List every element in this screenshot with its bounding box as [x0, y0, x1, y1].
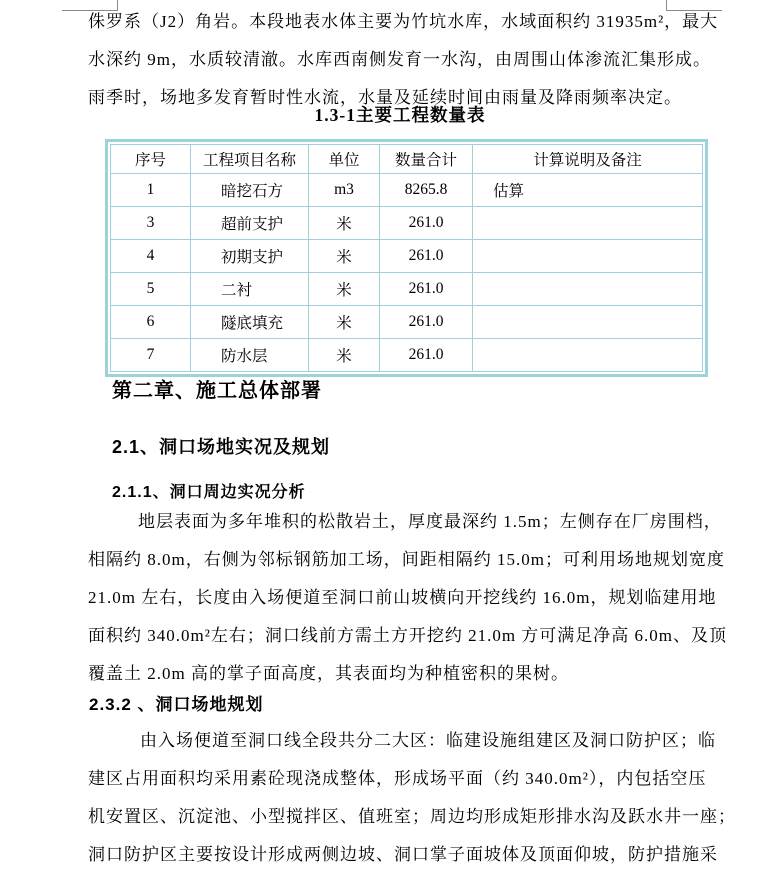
table-header-cell: 数量合计 [380, 145, 473, 174]
table-cell: 超前支护 [191, 207, 309, 240]
text-line: 由入场便道至洞口线全段共分二大区：临建设施组建区及洞口防护区；临 [140, 731, 716, 750]
text-line: 地层表面为多年堆积的松散岩土，厚度最深约 1.5m；左侧存在厂房围档， [138, 512, 722, 531]
table-cell: 261.0 [380, 207, 473, 240]
table-cell [473, 207, 703, 240]
table-cell: 261.0 [380, 273, 473, 306]
table-row [111, 306, 703, 339]
table-cell [473, 339, 703, 372]
text-line: 水深约 9m，水质较清澈。水库西南侧发育一水沟，由周围山体渗流汇集形成。 [88, 50, 711, 69]
table-cell: 261.0 [380, 339, 473, 372]
table-cell [473, 306, 703, 339]
text-line: 覆盖土 2.0m 高的掌子面高度，其表面均为种植密积的果树。 [88, 664, 569, 683]
table-cell: 5 [111, 273, 191, 306]
table-cell: 261.0 [380, 306, 473, 339]
table-cell: 米 [309, 207, 380, 240]
text-line: 面积约 340.0m²左右；洞口线前方需土方开挖约 21.0m 方可满足净高 6.0m、及顶 [88, 626, 728, 645]
table-header-cell: 工程项目名称 [191, 145, 309, 174]
quantity-table [105, 139, 708, 377]
table-cell: 7 [111, 339, 191, 372]
table-cell: 估算 [473, 174, 703, 207]
table-cell: 6 [111, 306, 191, 339]
table-cell: 8265.8 [380, 174, 473, 207]
table-header-cell: 序号 [111, 145, 191, 174]
table-caption: 1.3-1主要工程数量表 [314, 105, 486, 125]
text-line: 机安置区、沉淀池、小型搅拌区、值班室；周边均形成矩形排水沟及跃水井一座； [88, 807, 736, 826]
table-header-cell: 计算说明及备注 [473, 145, 703, 174]
text-line: 21.0m 左右，长度由入场便道至洞口前山坡横向开挖线约 16.0m，规划临建用地 [88, 588, 717, 607]
table-row [111, 339, 703, 372]
table-row [111, 207, 703, 240]
text-line: 侏罗系（J2）角岩。本段地表水体主要为竹坑水库，水域面积约 31935m²，最大 [88, 12, 719, 31]
section-2-1-heading: 2.1、洞口场地实况及规划 [112, 437, 331, 457]
table-cell: 初期支护 [191, 240, 309, 273]
section-2-3-2-heading: 2.3.2 、洞口场地规划 [89, 695, 264, 714]
table-row [111, 240, 703, 273]
table-cell: m3 [309, 174, 380, 207]
table-cell: 隧底填充 [191, 306, 309, 339]
table-body [111, 174, 703, 372]
quantity-table-grid [110, 144, 703, 372]
text-line: 洞口防护区主要按设计形成两侧边坡、洞口掌子面坡体及顶面仰坡，防护措施采 [88, 845, 718, 864]
table-cell: 米 [309, 240, 380, 273]
table-cell: 米 [309, 306, 380, 339]
chapter-heading: 第二章、施工总体部署 [112, 380, 322, 402]
table-cell: 米 [309, 339, 380, 372]
intro-paragraph [88, 3, 720, 117]
text-line: 建区占用面积均采用素砼现浇成整体，形成场平面（约 340.0m²），内包括空压 [88, 769, 707, 788]
section-2-1-1-paragraph [88, 503, 728, 693]
table-cell [473, 273, 703, 306]
table-cell: 4 [111, 240, 191, 273]
text-line: 相隔约 8.0m，右侧为邻标钢筋加工场，间距相隔约 15.0m；可利用场地规划宽度 [88, 550, 725, 569]
section-2-1-1-heading: 2.1.1、洞口周边实况分析 [112, 484, 306, 501]
table-row [111, 174, 703, 207]
table-header-row [111, 145, 703, 174]
table-cell: 1 [111, 174, 191, 207]
table-cell [473, 240, 703, 273]
table-cell: 二衬 [191, 273, 309, 306]
table-row [111, 273, 703, 306]
text-line: 雨季时，场地多发育暂时性水流，水量及延续时间由雨量及降雨频率决定。 [88, 88, 682, 107]
table-cell: 暗挖石方 [191, 174, 309, 207]
table-cell: 261.0 [380, 240, 473, 273]
table-cell: 3 [111, 207, 191, 240]
table-cell: 米 [309, 273, 380, 306]
section-2-3-2-paragraph [88, 722, 736, 874]
table-cell: 防水层 [191, 339, 309, 372]
table-header-cell: 单位 [309, 145, 380, 174]
